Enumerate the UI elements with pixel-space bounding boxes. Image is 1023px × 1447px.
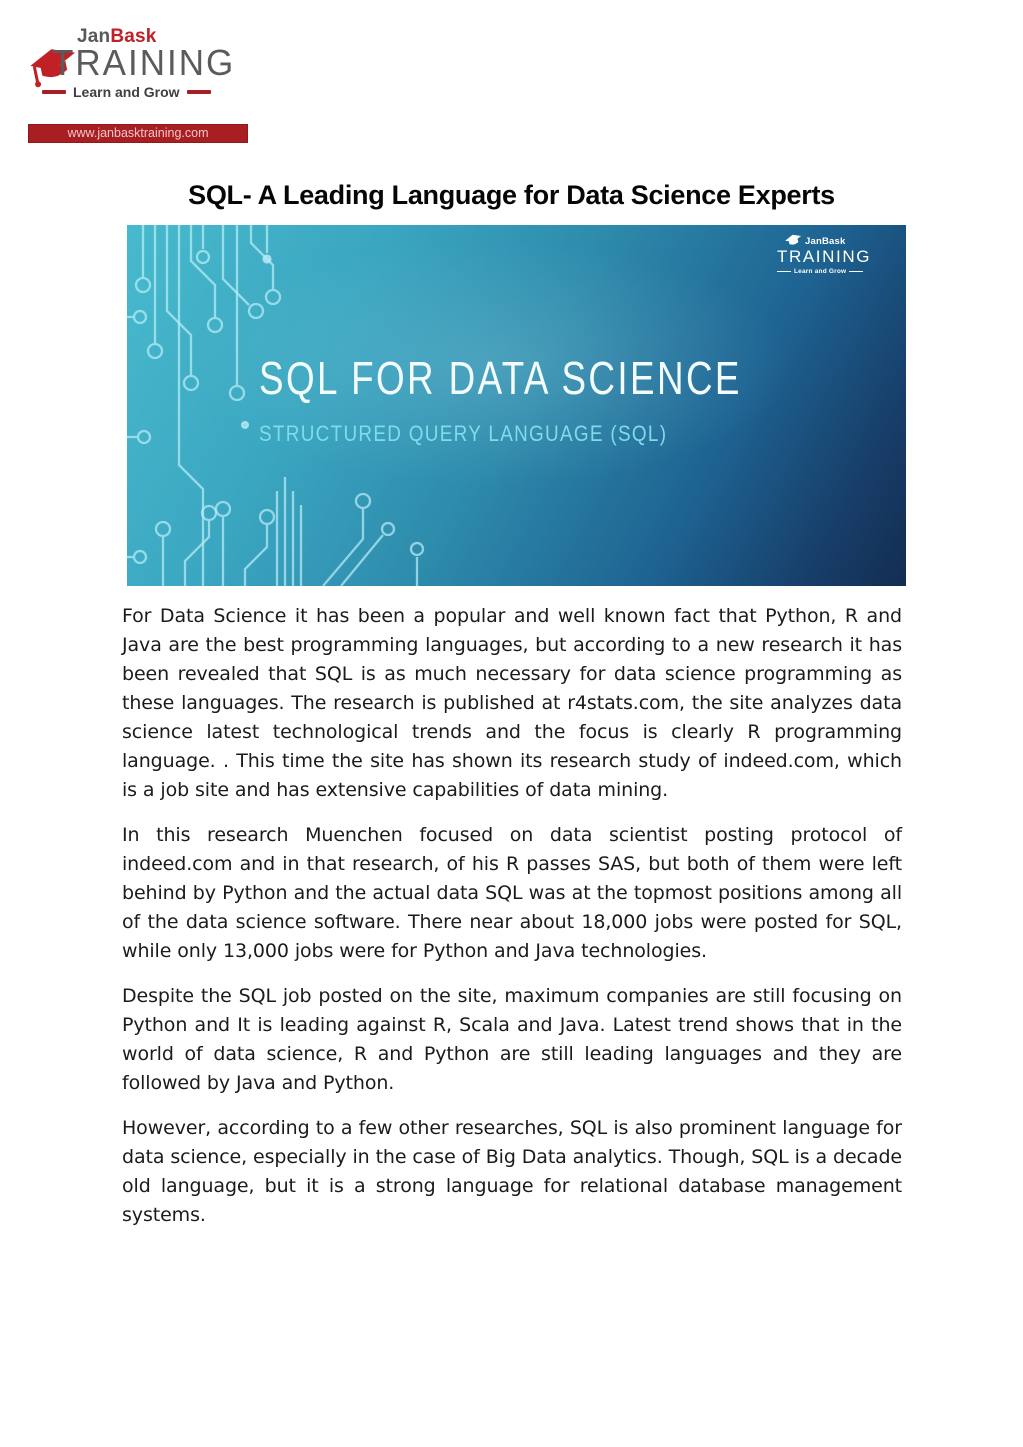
tagline-dash-left (777, 271, 791, 273)
brand-bask: Bask (110, 26, 157, 47)
brand-name (805, 236, 846, 247)
hero-title: SQL FOR DATA SCIENCE (259, 352, 742, 404)
tagline-dash-right (849, 271, 863, 273)
brand-training: TRAINING (777, 247, 872, 266)
brand-jan: Jan (77, 26, 111, 47)
hero-image (127, 225, 906, 586)
paragraph-4: However, according to a few other researches, SQL is also prominent language for data science, especially in the case of Big Data analytics. Though, SQL is a decade old language, but it is a strong language for relational database management systems. (122, 1117, 902, 1226)
paragraph-3: Despite the SQL job posted on the site, maximum companies are still focusing on Python and It is leading against R, Scala and Java. Latest trend shows that in the world of data science, R and Python are still leading languages and they are followed by Java and Python. (122, 985, 902, 1094)
logo-tagline (777, 268, 875, 275)
hero-janbask-logo (775, 233, 875, 275)
paragraph-1: For Data Science it has been a popular and well known fact that Python, R and Java are the best programming languages, but according to a new research it has been revealed that SQL is as much necessary for data science programming as these languages. The research is published at r4stats.com, the site analyzes data science latest technological trends and the focus is clearly R programming language. . This time the site has shown its research study of indeed.com, which is a job site and has extensive capabilities of data mining. (122, 605, 902, 801)
tagline-text: Learn and Grow (73, 84, 180, 100)
brand-bask: Bask (821, 236, 846, 247)
paragraph-2: In this research Muenchen focused on data scientist posting protocol of indeed.com and in that research, of his R passes SAS, but both of them were left behind by Python and the actual data SQL was at the topmost positions among all of the data science software. There near about 18,000 jobs were posted for SQL, while only 13,000 jobs were for Python and Java technologies. (122, 824, 902, 962)
website-banner: www.janbasktraining.com (28, 124, 248, 143)
page-title: SQL- A Leading Language for Data Science Experts (188, 180, 835, 210)
tagline-dash-right (187, 90, 211, 94)
brand-jan: Jan (805, 236, 822, 247)
graduation-cap-icon (785, 233, 802, 247)
article-body (122, 602, 902, 1246)
janbask-logo (28, 26, 252, 143)
tagline-text: Learn and Grow (794, 268, 847, 275)
brand-training: TRAINING (52, 43, 236, 84)
hero-subtitle: STRUCTURED QUERY LANGUAGE (SQL) (259, 421, 668, 446)
circuit-pattern-graphic (127, 225, 906, 586)
